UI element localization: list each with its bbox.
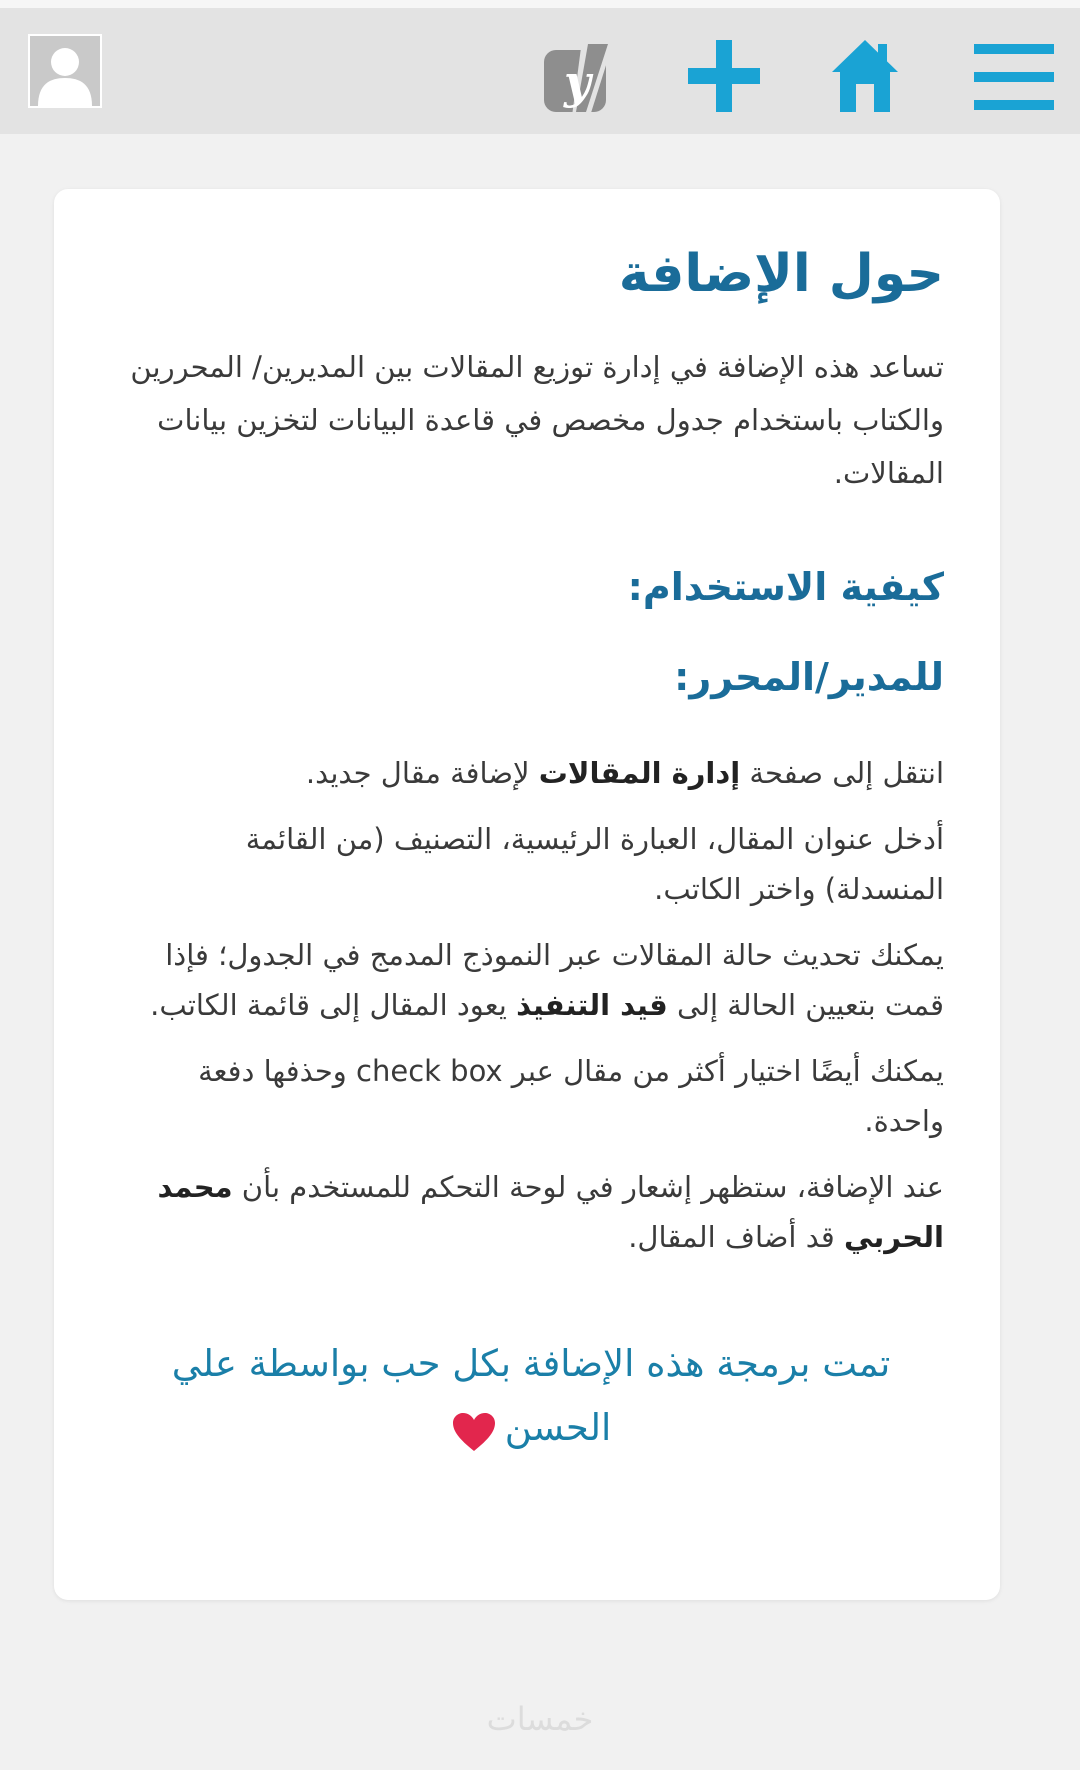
step-4	[118, 1046, 944, 1146]
checkbox-term: check box	[356, 1054, 503, 1088]
step-5-text-end: قد أضاف المقال.	[628, 1220, 844, 1254]
credit-note	[118, 1332, 944, 1460]
step-1-text-end: لإضافة مقال جديد.	[305, 756, 539, 790]
heart-icon	[451, 1409, 497, 1451]
credit-text: تمت برمجة هذه الإضافة بكل حب بواسطة علي الحسن	[171, 1342, 891, 1449]
home-icon[interactable]	[830, 36, 900, 114]
brand-logo: خمسات	[486, 1700, 594, 1738]
step-3-text: يمكنك تحديث حالة المقالات عبر النموذج المدمج في الجدول؛ فإذا قمت بتعيين الحالة إلى	[165, 938, 944, 1022]
yoast-icon[interactable]	[542, 36, 616, 120]
manage-articles-label: إدارة المقالات	[538, 756, 741, 790]
step-2: أدخل عنوان المقال، العبارة الرئيسية، التصنيف (من القائمة المنسدلة) واختر الكاتب.	[245, 822, 944, 906]
plus-icon[interactable]	[686, 38, 762, 114]
role-heading: للمدير/المحرر:	[674, 655, 944, 699]
intro-text: تساعد هذه الإضافة في إدارة توزيع المقالات بين المديرين/ المحررين والكتاب باستخدام جدول مخصص في قاعدة البيانات لتخزين بيانات المقالات.	[130, 350, 944, 490]
step-4-text-end: وحذفها دفعة واحدة.	[198, 1054, 944, 1138]
step-5	[118, 1162, 944, 1262]
step-5-text: عند الإضافة، ستظهر إشعار في لوحة التحكم للمستخدم بأن	[232, 1170, 944, 1204]
usage-heading: كيفية الاستخدام:	[627, 565, 944, 609]
top-bar	[0, 0, 1080, 134]
in-progress-label: قيد التنفيذ	[516, 988, 668, 1022]
avatar-icon[interactable]	[28, 34, 102, 108]
page-title: حول الإضافة	[618, 244, 944, 304]
step-3	[118, 930, 944, 1030]
user-name: محمد الحربي	[157, 1170, 944, 1254]
menu-icon[interactable]	[974, 42, 1054, 112]
about-card	[54, 189, 1000, 1600]
card-content	[118, 229, 944, 1460]
svg-text:y: y	[564, 55, 591, 109]
step-4-text: يمكنك أيضًا اختيار أكثر من مقال عبر	[502, 1054, 944, 1088]
step-1	[118, 748, 944, 798]
step-3-text-end: يعود المقال إلى قائمة الكاتب.	[150, 988, 517, 1022]
step-1-text: انتقل إلى صفحة	[740, 756, 944, 790]
